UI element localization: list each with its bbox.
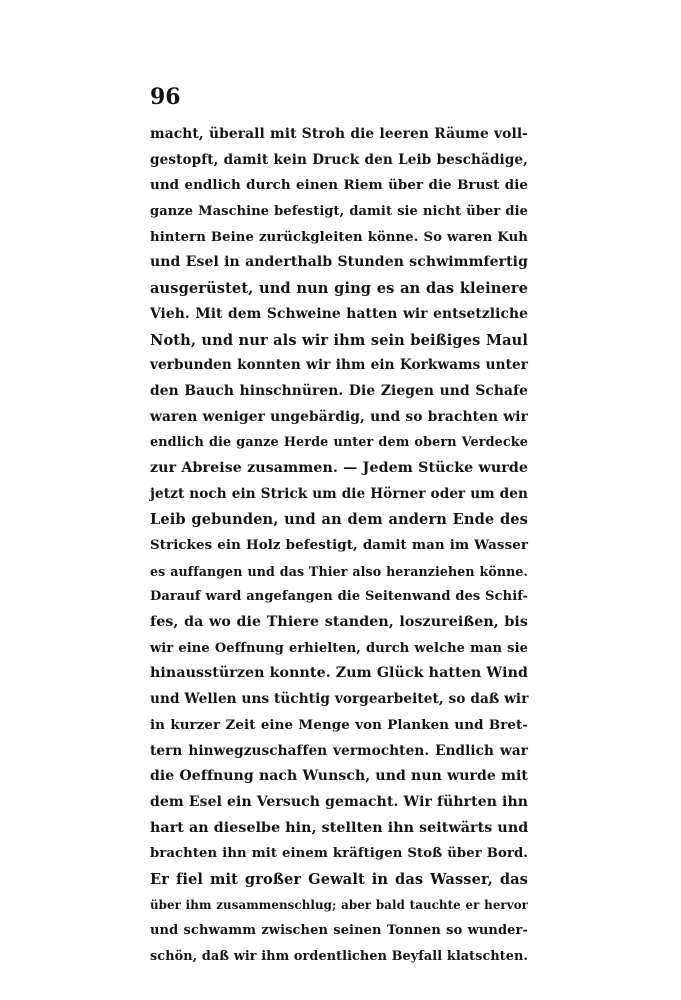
body-text bbox=[150, 122, 528, 970]
text-line: Er fiel mit großer Gewalt in das Wasser, das bbox=[150, 870, 528, 888]
text-line: brachten ihn mit einem kräftigen Stoß über Bord. bbox=[150, 846, 528, 862]
text-line: wir eine Oeffnung erhielten, durch welche man sie bbox=[150, 640, 528, 656]
text-line: es auffangen und das Thier also heranziehen könne. bbox=[150, 563, 528, 579]
text-line: tern hinwegzuschaffen vermochten. Endlich war bbox=[150, 742, 528, 759]
text-line: waren weniger ungebärdig, und so brachten wir bbox=[150, 408, 528, 425]
text-line: Vieh. Mit dem Schweine hatten wir entsetzliche bbox=[150, 305, 528, 322]
text-line: verbunden konnten wir ihm ein Korkwams unter bbox=[150, 357, 528, 374]
text-line: hintern Beine zurückgleiten könne. So waren Kuh bbox=[150, 229, 528, 245]
text-line: Leib gebunden, und an dem andern Ende des bbox=[150, 511, 528, 529]
text-line: hart an dieselbe hin, stellten ihn seitwärts und bbox=[150, 819, 529, 836]
text-line: und Esel in anderthalb Stunden schwimmfertig bbox=[150, 254, 528, 271]
text-line: ganze Maschine befestigt, damit sie nicht über die bbox=[150, 204, 528, 220]
text-line: endlich die ganze Herde unter dem obern Verdecke bbox=[150, 435, 528, 451]
text-line: hinausstürzen konnte. Zum Glück hatten Wind bbox=[150, 665, 528, 682]
text-line: den Bauch hinschnüren. Die Ziegen und Schafe bbox=[150, 382, 528, 399]
text-line: fes, da wo die Thiere standen, loszureißen, bis bbox=[150, 614, 528, 631]
text-line: Noth, und nur als wir ihm sein beißiges Maul bbox=[150, 331, 528, 349]
text-line: und schwamm zwischen seinen Tonnen so wunder- bbox=[150, 923, 528, 939]
text-line: jetzt noch ein Strick um die Hörner oder um den bbox=[150, 485, 528, 502]
text-line: schön, daß wir ihm ordentlichen Beyfall klatschten. bbox=[150, 949, 528, 964]
text-line: die Oeffnung nach Wunsch, und nun wurde mit bbox=[150, 768, 528, 785]
text-line: Darauf ward angefangen die Seitenwand des Schif- bbox=[150, 589, 528, 605]
text-line: über ihm zusammenschlug; aber bald tauchte er hervor bbox=[150, 897, 528, 912]
text-line: Strickes ein Holz befestigt, damit man im Wasser bbox=[150, 537, 528, 553]
text-line: dem Esel ein Versuch gemacht. Wir führten ihn bbox=[150, 793, 528, 810]
text-line: in kurzer Zeit eine Menge von Planken und Bret- bbox=[150, 716, 528, 733]
text-line: und endlich durch einen Riem über die Brust die bbox=[150, 177, 528, 194]
text-line: zur Abreise zusammen. — Jedem Stücke wurde bbox=[150, 459, 528, 476]
text-line: und Wellen uns tüchtig vorgearbeitet, so daß wir bbox=[150, 691, 529, 708]
text-line: ausgerüstet, und nun ging es an das kleinere bbox=[150, 280, 528, 298]
page-number: 96 bbox=[150, 84, 181, 110]
text-line: macht, überall mit Stroh die leeren Räume voll- bbox=[150, 126, 528, 142]
text-line: gestopft, damit kein Druck den Leib beschädige, bbox=[150, 151, 528, 168]
